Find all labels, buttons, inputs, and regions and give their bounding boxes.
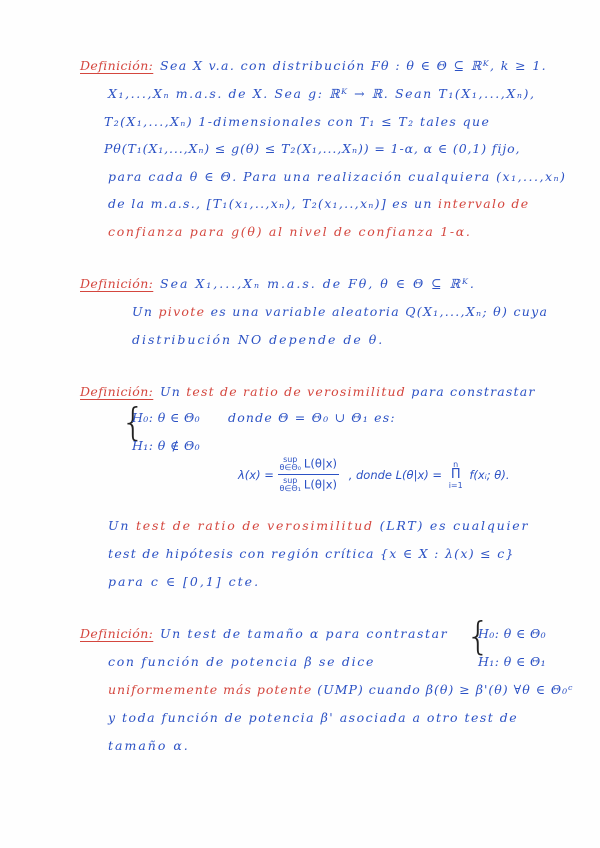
product-symbol [449, 460, 463, 490]
def4-line-4: y toda función de potencia β' asociada a otro test de [108, 710, 519, 725]
def2-line-3: distribución NO depende de θ. [132, 332, 385, 347]
def3-line-p3: test de hipótesis con región crítica {x ∈ X : λ(x) ≤ c} [108, 546, 515, 561]
def1-line-3: T₂(X₁,...,Xₙ) 1-dimensionales con T₁ ≤ T₂ tales que [104, 114, 491, 129]
def2-line-1: Sea X₁,...,Xₙ m.a.s. de Fθ, θ ∈ Θ ⊆ ℝᴷ. [160, 276, 476, 291]
term-lrt-2: test de ratio de verosimilitud [135, 518, 374, 533]
pi-sym: Π [450, 466, 461, 482]
term-intervalo: intervalo de [437, 196, 530, 211]
likelihood-num: L(θ|x) [303, 456, 338, 471]
def1-line-2: X₁,...,Xₙ m.a.s. de X. Sea g: ℝᴷ → ℝ. Sean T₁(X₁,...,Xₙ), [108, 86, 536, 101]
lambda-fraction [278, 456, 339, 493]
likelihood-den: L(θ|x) [303, 477, 338, 492]
term-pivote: pivote [158, 304, 206, 319]
def4-h1: H₁: θ ∈ Θ₁ [478, 654, 547, 669]
definition-heading: Definición: [80, 58, 154, 73]
def1-line-4: Pθ(T₁(X₁,...,Xₙ) ≤ g(θ) ≤ T₂(X₁,...,Xₙ)) = 1-α, α ∈ (0,1) fijo, [104, 141, 521, 156]
def3-donde-line: donde Θ = Θ₀ ∪ Θ₁ es: [228, 410, 396, 425]
def2-line-2-c: es una variable aleatoria Q(X₁,...,Xₙ; θ) cuya [210, 304, 549, 319]
lambda-formula [238, 456, 509, 493]
hypothesis-brace-2: { [466, 614, 491, 658]
pi-bot: i=1 [448, 480, 463, 490]
def4-h0: H₀: θ ∈ Θ₀ [478, 626, 547, 641]
def4-line-2: con función de potencia β se dice [108, 654, 376, 669]
def4-line-5: tamaño α. [108, 738, 190, 753]
def1-line-5: para cada θ ∈ Θ. Para una realización cualquiera (x₁,...,xₙ) [108, 169, 567, 184]
def2-line-2-a: Un [132, 304, 154, 319]
def3-line-p2 [108, 518, 529, 533]
term-ump: uniformemente más potente [108, 682, 313, 697]
def4-line-3 [108, 682, 574, 697]
definition-heading: Definición: [80, 384, 154, 399]
pi-top: n [453, 459, 459, 469]
def3-line-1-c: para constrastar [411, 384, 536, 399]
definition-heading: Definición: [80, 276, 154, 291]
def2-line-2 [132, 304, 548, 319]
def3-line-1-a: Un [160, 384, 181, 399]
def1-line-6 [108, 196, 529, 211]
hypothesis-brace: { [121, 400, 146, 444]
term-lrt: test de ratio de verosimilitud [186, 384, 407, 399]
lambda-label: λ(x) = [238, 467, 274, 482]
def1-line-7: confianza para g(θ) al nivel de confianza 1-α. [108, 224, 472, 239]
donde-likelihood: , donde L(θ|x) = [348, 467, 443, 482]
def1-line-1: Sea X v.a. con distribución Fθ : θ ∈ Θ ⊆ ℝᴷ, k ≥ 1. [160, 58, 548, 73]
sup-top-sub: θ∈Θ₀ [279, 463, 301, 472]
def4-line-3-b: (UMP) cuando β(θ) ≥ β'(θ) ∀θ ∈ Θ₀ᶜ [317, 682, 574, 697]
def3-p2-a: Un [108, 518, 131, 533]
def3-line-p4: para c ∈ [0,1] cte. [108, 574, 261, 589]
sup-bot: sup [283, 476, 298, 485]
def3-line-1 [160, 384, 536, 399]
product-term: f(xᵢ; θ). [469, 467, 510, 482]
sup-bot-sub: θ∈Θ₁ [279, 484, 301, 493]
def1-line-6-text: de la m.a.s., [T₁(x₁,..,xₙ), T₂(x₁,..,xₙ)] es un [108, 196, 433, 211]
h1-hypothesis: H₁: θ ∉ Θ₀ [132, 438, 201, 453]
def3-p2-c: (LRT) es cualquier [379, 518, 530, 533]
def4-line-1: Un test de tamaño α para contrastar [160, 626, 449, 641]
h0-hypothesis: H₀: θ ∈ Θ₀ [132, 410, 201, 425]
definition-heading: Definición: [80, 626, 154, 641]
sup-top: sup [283, 455, 298, 464]
